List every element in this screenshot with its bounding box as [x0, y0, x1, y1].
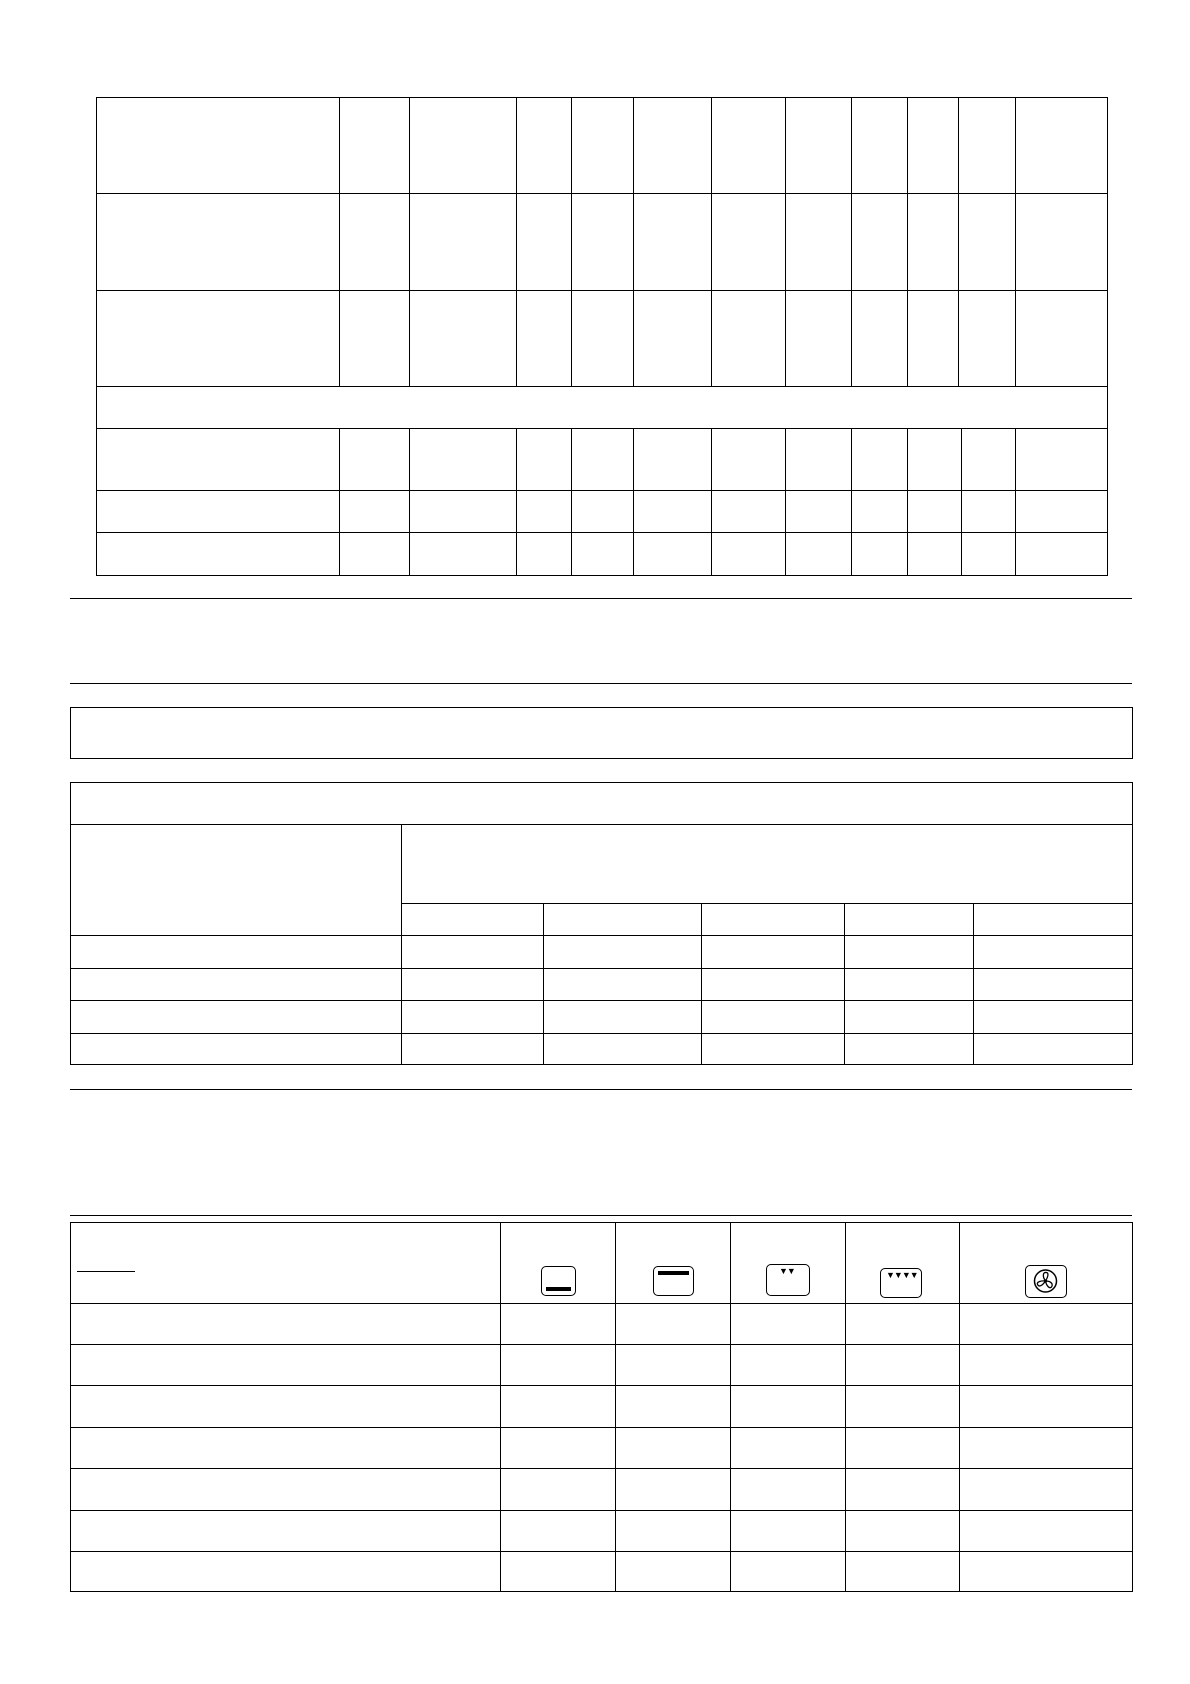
note-box [70, 707, 1133, 759]
table-1-col-line [958, 97, 959, 386]
section-divider [70, 598, 1132, 599]
table-1-col-line [516, 97, 517, 386]
table-3-col-line [845, 1222, 846, 1592]
table-3-col-line [959, 1222, 960, 1592]
table-3-row-line [70, 1303, 1133, 1304]
table-1-frame [96, 97, 1108, 576]
table-1-col-line [1015, 428, 1016, 576]
table-1-col-line [907, 97, 908, 386]
table-3-frame [70, 1222, 1133, 1592]
table-1-col-line [516, 428, 517, 576]
table-3-row-line [70, 1385, 1133, 1386]
table-3-row-line [70, 1468, 1133, 1469]
table-2-col-line [543, 903, 544, 1065]
fan-icon [1025, 1265, 1067, 1298]
table-3-row-line [70, 1344, 1133, 1345]
table-1-col-line [785, 97, 786, 386]
table-2-col-line [973, 903, 974, 1065]
table-2-col-line [401, 824, 402, 1065]
table-1-col-line [961, 428, 962, 576]
section-divider [70, 1215, 1132, 1216]
bottom-heat-icon [541, 1266, 576, 1296]
table-1-col-line [785, 428, 786, 576]
table-3-col-line [615, 1222, 616, 1592]
section-divider [70, 1089, 1132, 1090]
table-3-col-line [500, 1222, 501, 1592]
table-1-row-line [96, 386, 1108, 387]
section-divider [70, 683, 1132, 684]
table-3-row-line [70, 1427, 1133, 1428]
table-1-col-line [907, 428, 908, 576]
table-1-col-line [339, 97, 340, 386]
table-1-col-line [1015, 97, 1016, 386]
table-3-row-line [70, 1510, 1133, 1511]
table-1-row-line [96, 193, 1108, 194]
table-1-col-line [409, 97, 410, 386]
table-1-col-line [851, 428, 852, 576]
table-1-col-line [711, 97, 712, 386]
header-label-underline [77, 1271, 135, 1272]
table-2-row-line [70, 824, 1133, 825]
table-1-col-line [339, 428, 340, 576]
table-3-row-line [70, 1551, 1133, 1552]
table-2-col-line [844, 903, 845, 1065]
table-1-col-line [711, 428, 712, 576]
table-1-row-line [96, 532, 1108, 533]
table-1-col-line [409, 428, 410, 576]
top-heat-icon [653, 1266, 694, 1296]
table-3-col-line [730, 1222, 731, 1592]
table-1-col-line [851, 97, 852, 386]
table-1-row-line [96, 428, 1108, 429]
table-1-col-line [633, 97, 634, 386]
table-1-col-line [571, 97, 572, 386]
table-1-row-line [96, 490, 1108, 491]
table-2-col-line [701, 903, 702, 1065]
grill-full-icon: ▼▼▼▼ [880, 1268, 922, 1298]
table-1-col-line [571, 428, 572, 576]
grill-small-icon: ▼▼ [766, 1264, 810, 1296]
table-1-col-line [633, 428, 634, 576]
table-2-row-line [401, 903, 1133, 904]
table-1-row-line [96, 290, 1108, 291]
